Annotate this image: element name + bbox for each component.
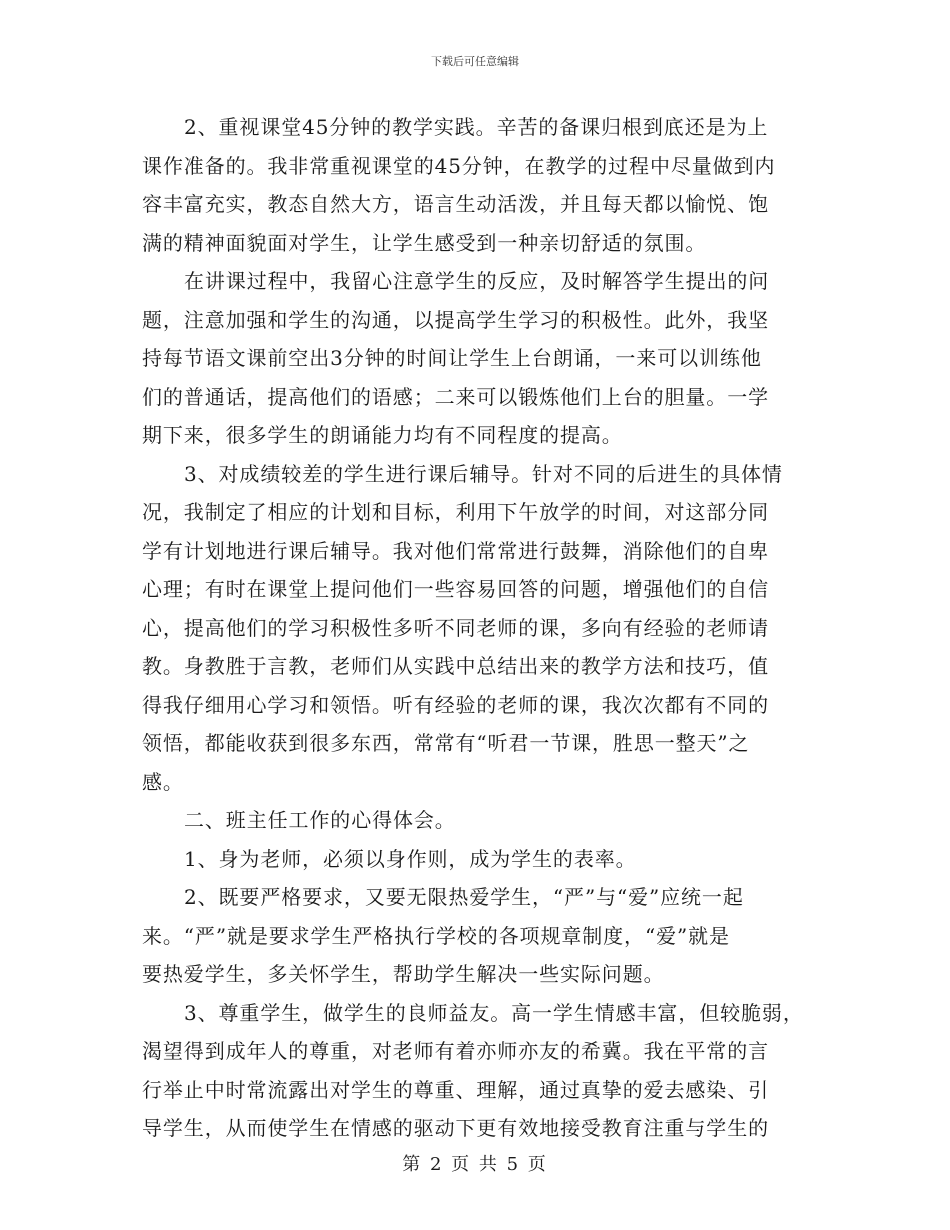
page-header: 下载后可任意编辑 [431, 55, 519, 68]
paragraph-line: 导学生，从而使学生在情感的驱动下更有效地接受教育注重与学生的 [142, 1116, 769, 1140]
paragraph-line: 2、既要严格要求，又要无限热爱学生，“严”与“爱”应统一起 [184, 885, 744, 909]
paragraph-line: 期下来，很多学生的朗诵能力均有不同程度的提高。 [142, 423, 623, 447]
paragraph-line: 学有计划地进行课后辅导。我对他们常常进行鼓舞，消除他们的自卑 [142, 538, 769, 563]
paragraph-line: 1、身为老师，必须以身作则，成为学生的表率。 [184, 846, 637, 871]
paragraph-line: 要热爱学生，多关怀学生，帮助学生解决一些实际问题。 [142, 962, 665, 986]
paragraph-line: 持每节语文课前空出3分钟的时间让学生上台朗诵，一来可以训练他 [142, 346, 762, 370]
paragraph-line: 心，提高他们的学习积极性多听不同老师的课，多向有经验的老师请 [142, 615, 769, 640]
paragraph-line: 们的普通话，提高他们的语感；二来可以锻炼他们上台的胆量。一学 [142, 384, 769, 409]
paragraph-line: 容丰富充实，教态自然大方，语言生动活泼，并且每天都以愉悦、饱 [142, 192, 769, 216]
paragraph-line: 感。 [142, 769, 184, 794]
paragraph-line: 渴望得到成年人的尊重，对老师有着亦师亦友的希冀。我在平常的言 [142, 1039, 769, 1063]
paragraph-line: 题，注意加强和学生的沟通，以提高学生学习的积极性。此外，我坚 [142, 307, 769, 332]
paragraph-line: 在讲课过程中，我留心注意学生的反应，及时解答学生提出的问 [184, 269, 770, 293]
paragraph-line: 得我仔细用心学习和领悟。听有经验的老师的课，我次次都有不同的 [142, 692, 769, 717]
paragraph-line: 况，我制定了相应的计划和目标，利用下午放学的时间，对这部分同 [142, 500, 769, 524]
paragraph-line: 课作准备的。我非常重视课堂的45分钟，在教学的过程中尽量做到内 [142, 153, 776, 178]
paragraph-line: 3、对成绩较差的学生进行课后辅导。针对不同的后进生的具体情 [184, 461, 783, 486]
paragraph-line: 3、尊重学生，做学生的良师益友。高一学生情感丰富，但较脆弱， [184, 1000, 804, 1025]
paragraph-line: 教。身教胜于言教，老师们从实践中总结出来的教学方法和技巧，值 [142, 654, 769, 678]
paragraph-line: 满的精神面貌面对学生，让学生感受到一种亲切舒适的氛围。 [142, 230, 707, 255]
paragraph-line: 行举止中时常流露出对学生的尊重、理解，通过真挚的爱去感染、引 [142, 1077, 769, 1102]
paragraph-line: 2、重视课堂45分钟的教学实践。辛苦的备课归根到底还是为上 [184, 115, 769, 139]
paragraph-line: 来。“严”就是要求学生严格执行学校的各项规章制度，“爱”就是 [142, 923, 730, 948]
section-heading: 二、班主任工作的心得体会。 [184, 808, 456, 832]
paragraph-line: 心理；有时在课堂上提问他们一些容易回答的问题，增强他们的自信 [142, 577, 769, 601]
page-number: 第 2 页 共 5 页 [402, 1154, 548, 1175]
paragraph-line: 领悟，都能收获到很多东西，常常有“听君一节课，胜思一整天”之 [142, 731, 750, 755]
document-body [142, 108, 814, 1148]
